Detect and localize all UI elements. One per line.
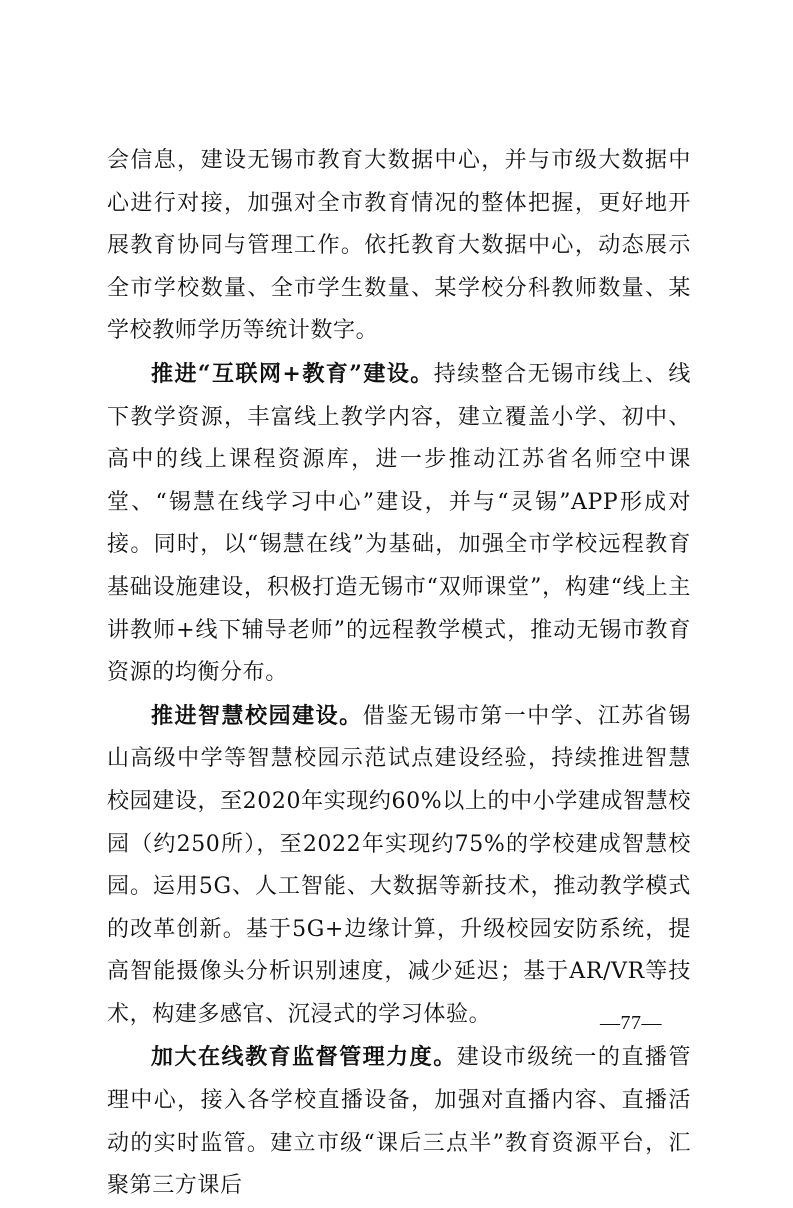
- document-body: [107, 140, 691, 1208]
- paragraph-3-heading: 推进智慧校园建设。: [151, 702, 363, 729]
- paragraph-internet-education: [107, 353, 691, 695]
- paragraph-continuation: [107, 140, 691, 353]
- paragraph-2-body: 持续整合无锡市线上、线下教学资源，丰富线上教学内容，建立覆盖小学、初中、高中的线上课程资源库，进一步推动江苏省名师空中课堂、“锡慧在线学习中心”建设，并与“灵锡”APP形成对接。同时，以“锡慧在线”为基础，加强全市学校远程教育基础设施建设，积极打造无锡市“双师课堂”，构建“线上主讲教师+线下辅导老师”的远程教学模式，推动无锡市教育资源的均衡分布。: [107, 361, 691, 686]
- paragraph-3-body: 借鉴无锡市第一中学、江苏省锡山高级中学等智慧校园示范试点建设经验，持续推进智慧校园建设，至2020年实现约60%以上的中小学建成智慧校园（约250所），至2022年实现约75%的学校建成智慧校园。运用5G、人工智能、大数据等新技术，推动教学模式的改革创新。基于5G+边缘计算，升级校园安防系统，提高智能摄像头分析识别速度，减少延迟；基于AR/VR等技术，构建多感官、沉浸式的学习体验。: [107, 703, 692, 1027]
- paragraph-1-body: 会信息，建设无锡市教育大数据中心，并与市级大数据中心进行对接，加强对全市教育情况的整体把握，更好地开展教育协同与管理工作。依托教育大数据中心，动态展示全市学校数量、全市学生数量、某学校分科教师数量、某学校教师学历等统计数字。: [107, 148, 691, 344]
- paragraph-4-body: 建设市级统一的直播管理中心，接入各学校直播设备，加强对直播内容、直播活动的实时监管。建立市级“课后三点半”教育资源平台，汇聚第三方课后: [107, 1045, 691, 1199]
- paragraph-smart-campus: [107, 695, 691, 1037]
- paragraph-4-heading: 加大在线教育监督管理力度。: [151, 1044, 457, 1071]
- page-number: —77—: [600, 1012, 662, 1034]
- paragraph-2-heading: 推进“互联网+教育”建设。: [151, 360, 434, 387]
- paragraph-online-supervision: [107, 1036, 691, 1207]
